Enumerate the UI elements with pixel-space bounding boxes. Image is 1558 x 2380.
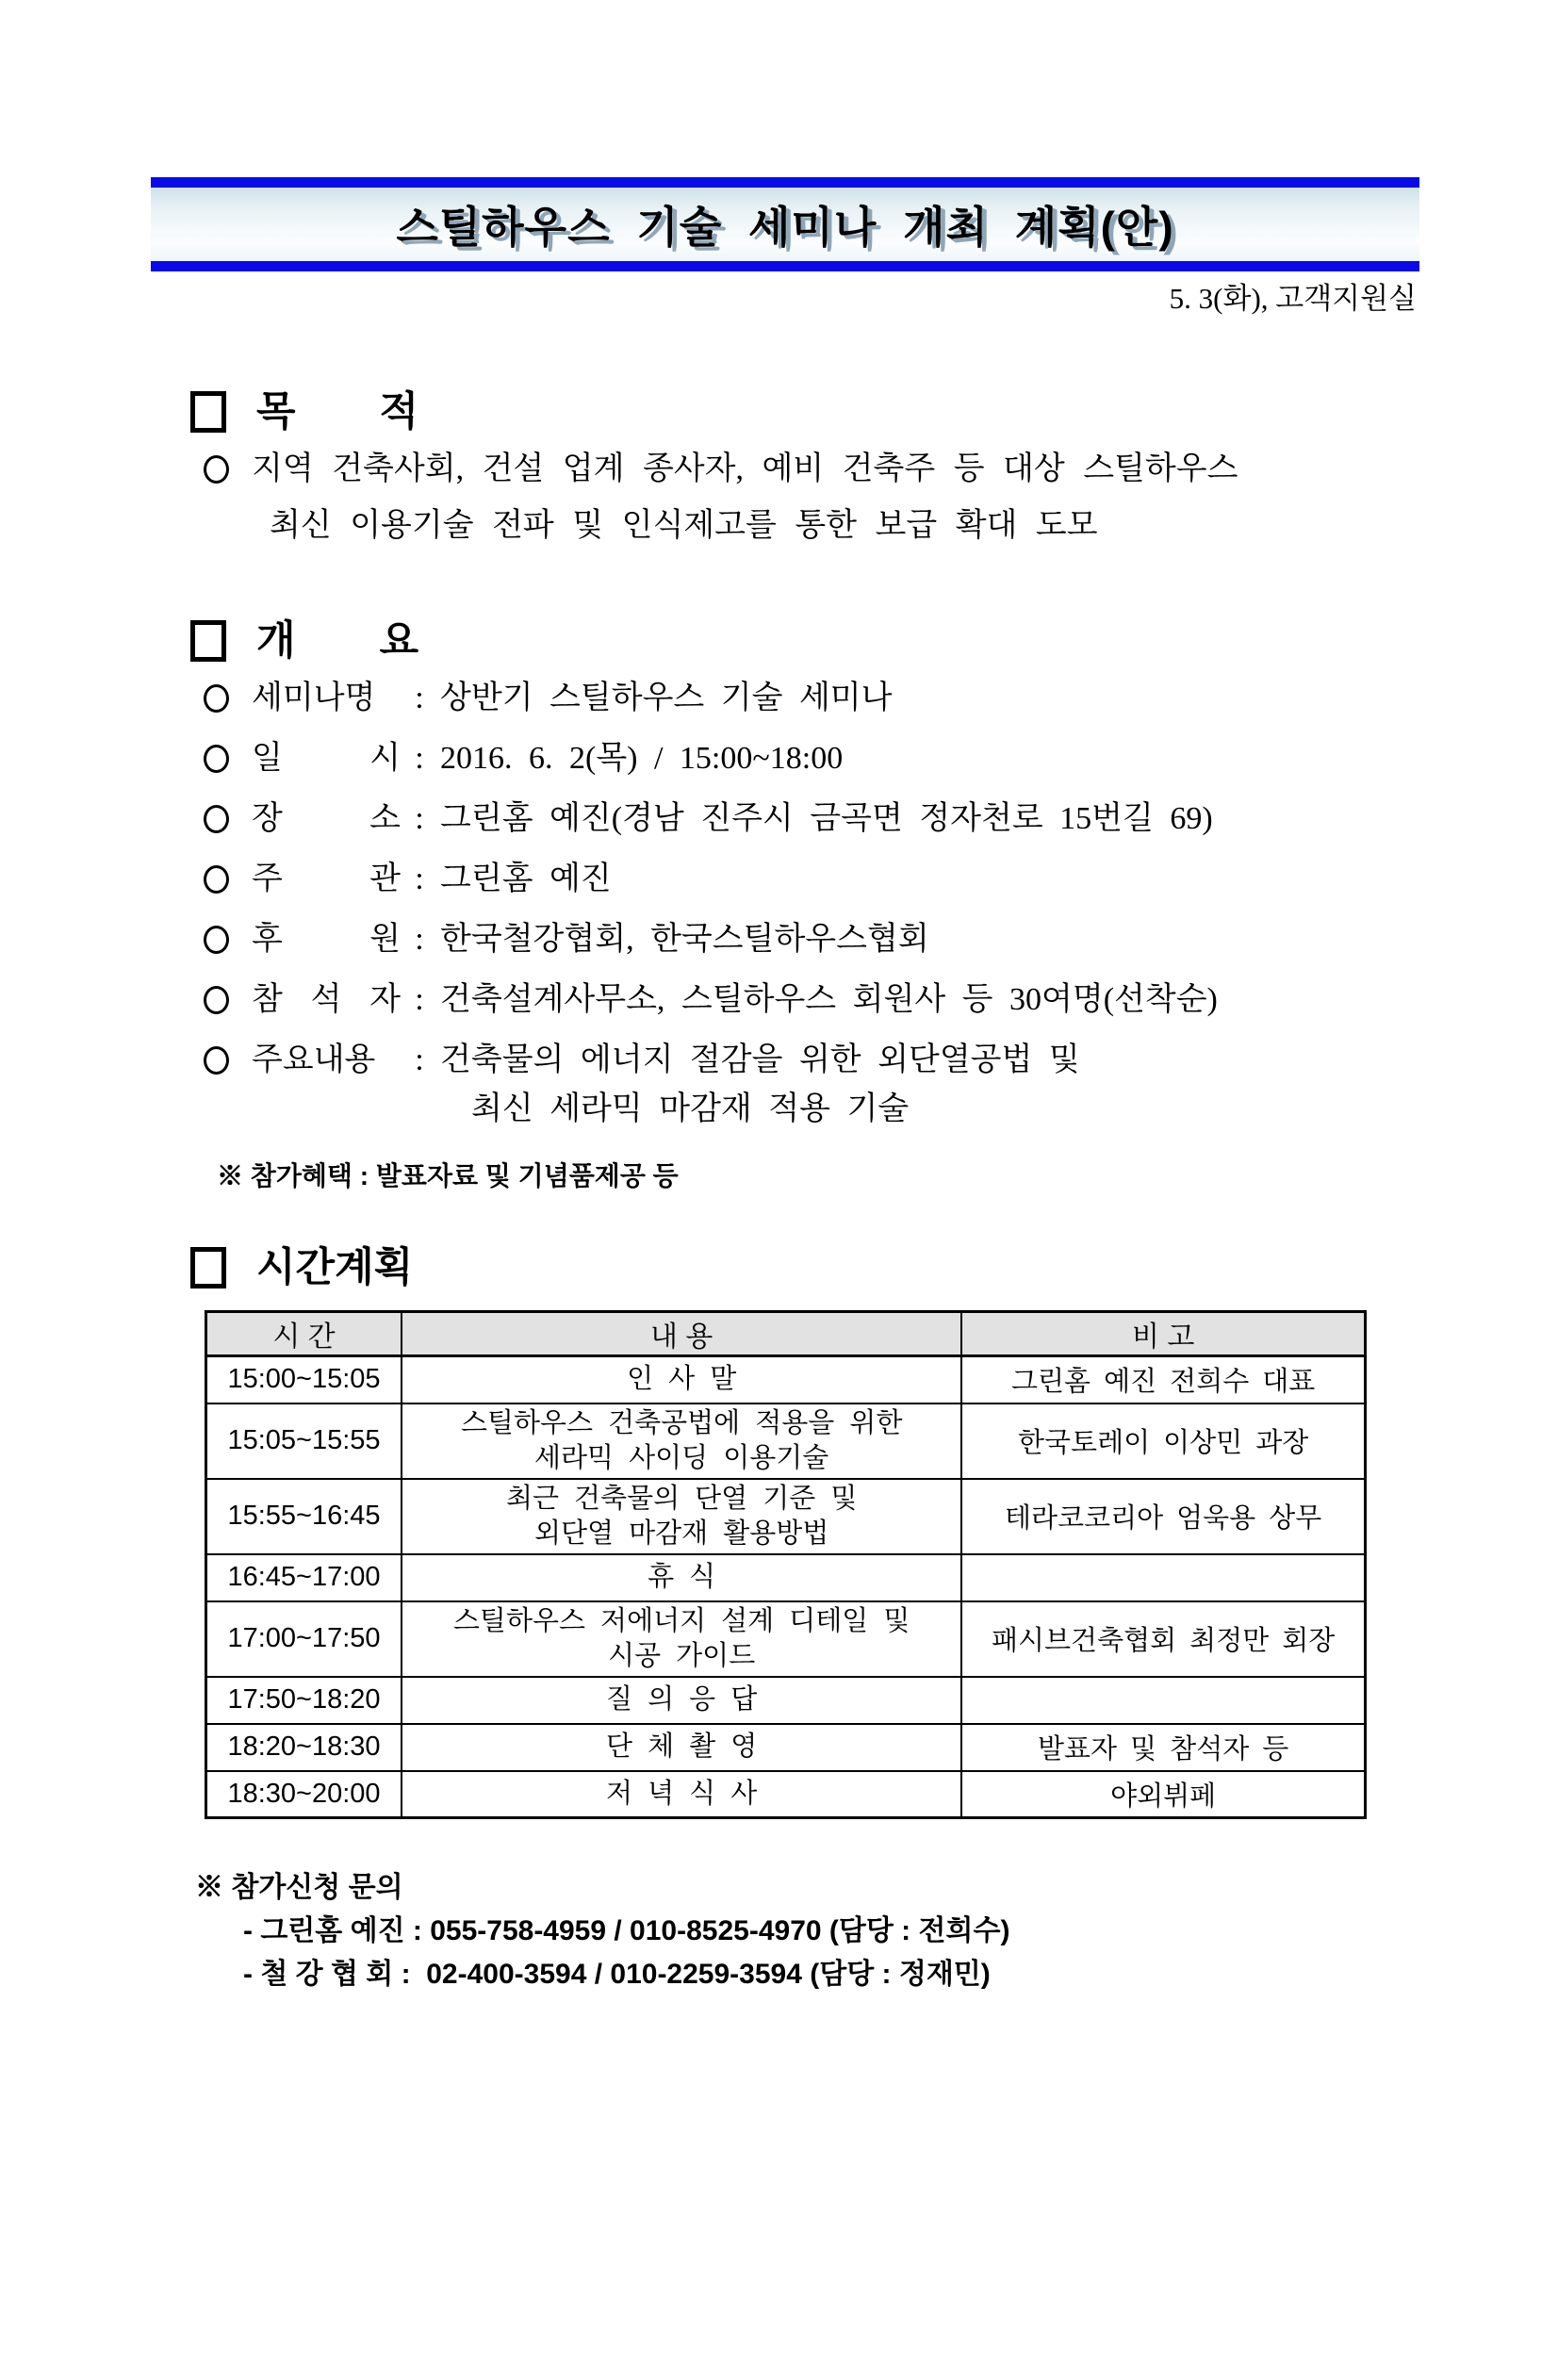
time-cell: 15:00~15:05 bbox=[206, 1356, 402, 1403]
overview-item-label: 일 시 bbox=[252, 741, 401, 776]
section-heading-label: 목 적 bbox=[256, 389, 418, 435]
table-row bbox=[206, 1601, 1366, 1677]
contact-section-title: ※ 참가신청 문의 bbox=[195, 1872, 403, 1903]
content-cell-line2: 외단열 마감재 활용방법 bbox=[534, 1518, 829, 1549]
note-cell: 야외뷔페 bbox=[961, 1771, 1365, 1818]
date-department-line: 5. 3(화), 고객지원실 bbox=[1169, 282, 1417, 315]
content-cell: 단 체 촬 영 bbox=[606, 1732, 758, 1762]
time-cell: 16:45~17:00 bbox=[206, 1554, 402, 1601]
note-cell bbox=[961, 1677, 1365, 1724]
table-row bbox=[206, 1771, 1366, 1818]
overview-item-label: 주요내용 bbox=[252, 1042, 376, 1077]
purpose-text-line2: 최신 이용기술 전파 및 인식제고를 통한 보급 확대 도모 bbox=[270, 508, 1098, 543]
content-cell: 인 사 말 bbox=[627, 1364, 737, 1395]
overview-item-label: 세미나명 bbox=[252, 681, 376, 715]
time-cell: 15:55~16:45 bbox=[206, 1479, 402, 1554]
overview-item-value: 그린홈 예진(경남 진주시 금곡면 정자천로 15번길 69) bbox=[440, 801, 1213, 836]
time-cell: 17:00~17:50 bbox=[206, 1601, 402, 1677]
section-heading-schedule bbox=[190, 1244, 1558, 1291]
schedule-table bbox=[205, 1310, 1367, 1819]
time-cell: 17:50~18:20 bbox=[206, 1677, 402, 1724]
content-cell: 저 녁 식 사 bbox=[606, 1778, 758, 1809]
overview-item-value: 그린홈 예진 bbox=[440, 862, 612, 896]
contact-line-greenhome: - 그린홈 예진 : 055-758-4959 / 010-8525-4970 (담당 : 전희수) bbox=[243, 1915, 1010, 1946]
overview-item-separator: : bbox=[415, 801, 424, 836]
content-cell-line1: 스틸하우스 저에너지 설계 디테일 및 bbox=[452, 1605, 910, 1636]
content-cell: 휴 식 bbox=[648, 1562, 716, 1592]
section-heading-purpose bbox=[190, 388, 1558, 435]
table-row bbox=[206, 1677, 1366, 1724]
circle-bullet-icon bbox=[204, 865, 229, 894]
banner-top-bar bbox=[151, 177, 1419, 188]
circle-bullet-icon bbox=[204, 805, 229, 833]
column-header-note: 비 고 bbox=[961, 1312, 1365, 1356]
time-cell: 18:30~20:00 bbox=[206, 1771, 402, 1818]
participation-benefit-note: ※ 참가혜택 : 발표자료 및 기념품제공 등 bbox=[217, 1161, 679, 1190]
column-header-content: 내 용 bbox=[402, 1312, 961, 1356]
time-cell: 15:05~15:55 bbox=[206, 1403, 402, 1479]
square-bullet-icon bbox=[190, 391, 226, 433]
overview-item-label: 주 관 bbox=[252, 862, 401, 896]
overview-item-organizer bbox=[204, 861, 1558, 898]
square-bullet-icon bbox=[190, 620, 226, 662]
banner-body bbox=[151, 188, 1419, 261]
column-header-time: 시 간 bbox=[206, 1312, 402, 1356]
content-cell-line2: 세라믹 사이딩 이용기술 bbox=[534, 1442, 829, 1473]
circle-bullet-icon bbox=[204, 986, 229, 1014]
overview-item-separator: : bbox=[415, 681, 424, 715]
overview-item-value: 한국철강협회, 한국스틸하우스협회 bbox=[440, 922, 929, 957]
banner-bottom-bar bbox=[151, 261, 1419, 271]
circle-bullet-icon bbox=[204, 455, 229, 484]
overview-item-label: 후 원 bbox=[252, 922, 401, 957]
overview-item-label: 장 소 bbox=[252, 801, 401, 836]
overview-item-main-topic bbox=[204, 1042, 1558, 1079]
section-heading-label: 개 요 bbox=[256, 618, 418, 664]
overview-item-value: 건축물의 에너지 절감을 위한 외단열공법 및 bbox=[440, 1042, 1080, 1077]
overview-item-value: 상반기 스틸하우스 기술 세미나 bbox=[440, 681, 893, 715]
content-cell-line1: 스틸하우스 건축공법에 적용을 위한 bbox=[460, 1407, 903, 1438]
purpose-text-line1: 지역 건축사회, 건설 업계 종사자, 예비 건축주 등 대상 스틸하우스 bbox=[252, 451, 1238, 486]
time-cell: 18:20~18:30 bbox=[206, 1724, 402, 1771]
overview-item-separator: : bbox=[415, 862, 424, 896]
table-row bbox=[206, 1554, 1366, 1601]
overview-item-attendees bbox=[204, 981, 1558, 1019]
note-cell: 발표자 및 참석자 등 bbox=[961, 1724, 1365, 1771]
section-heading-overview bbox=[190, 617, 1558, 665]
circle-bullet-icon bbox=[204, 1046, 229, 1075]
overview-item-separator: : bbox=[415, 982, 424, 1017]
overview-item-venue bbox=[204, 800, 1558, 838]
overview-main-topic-line2: 최신 세라믹 마감재 적용 기술 bbox=[471, 1092, 910, 1126]
title-banner bbox=[151, 177, 1419, 271]
section-heading-label: 시간계획 bbox=[256, 1245, 414, 1290]
contact-line-steel-association: - 철 강 협 회 : 02-400-3594 / 010-2259-3594 (담당 : 정재민) bbox=[243, 1959, 991, 1990]
overview-item-seminar-name bbox=[204, 680, 1558, 717]
circle-bullet-icon bbox=[204, 684, 229, 713]
overview-item-datetime bbox=[204, 740, 1558, 778]
square-bullet-icon bbox=[190, 1247, 226, 1288]
note-cell: 테라코코리아 엄욱용 상무 bbox=[961, 1479, 1365, 1554]
overview-item-label: 참 석 자 bbox=[252, 982, 401, 1017]
overview-item-value: 건축설계사무소, 스틸하우스 회원사 등 30여명(선착순) bbox=[440, 982, 1218, 1017]
content-cell: 질 의 응 답 bbox=[606, 1684, 758, 1715]
note-cell: 패시브건축협회 최정만 회장 bbox=[961, 1601, 1365, 1677]
table-row bbox=[206, 1356, 1366, 1403]
table-row bbox=[206, 1724, 1366, 1771]
table-row bbox=[206, 1403, 1366, 1479]
overview-item-value: 2016. 6. 2(목) / 15:00~18:00 bbox=[440, 741, 844, 776]
note-cell bbox=[961, 1554, 1365, 1601]
circle-bullet-icon bbox=[204, 745, 229, 773]
circle-bullet-icon bbox=[204, 926, 229, 954]
content-cell-line1: 최근 건축물의 단열 기준 및 bbox=[505, 1483, 858, 1514]
overview-item-separator: : bbox=[415, 741, 424, 776]
purpose-bullet bbox=[204, 451, 1558, 488]
document-title: 스틸하우스 기술 세미나 개최 계획(안) bbox=[396, 203, 1174, 252]
content-cell-line2: 시공 가이드 bbox=[608, 1640, 756, 1671]
overview-item-sponsor bbox=[204, 921, 1558, 959]
overview-item-separator: : bbox=[415, 922, 424, 957]
overview-item-separator: : bbox=[415, 1042, 424, 1077]
note-cell: 그린홈 예진 전희수 대표 bbox=[961, 1356, 1365, 1403]
table-header-row bbox=[206, 1312, 1366, 1356]
note-cell: 한국토레이 이상민 과장 bbox=[961, 1403, 1365, 1479]
table-row bbox=[206, 1479, 1366, 1554]
